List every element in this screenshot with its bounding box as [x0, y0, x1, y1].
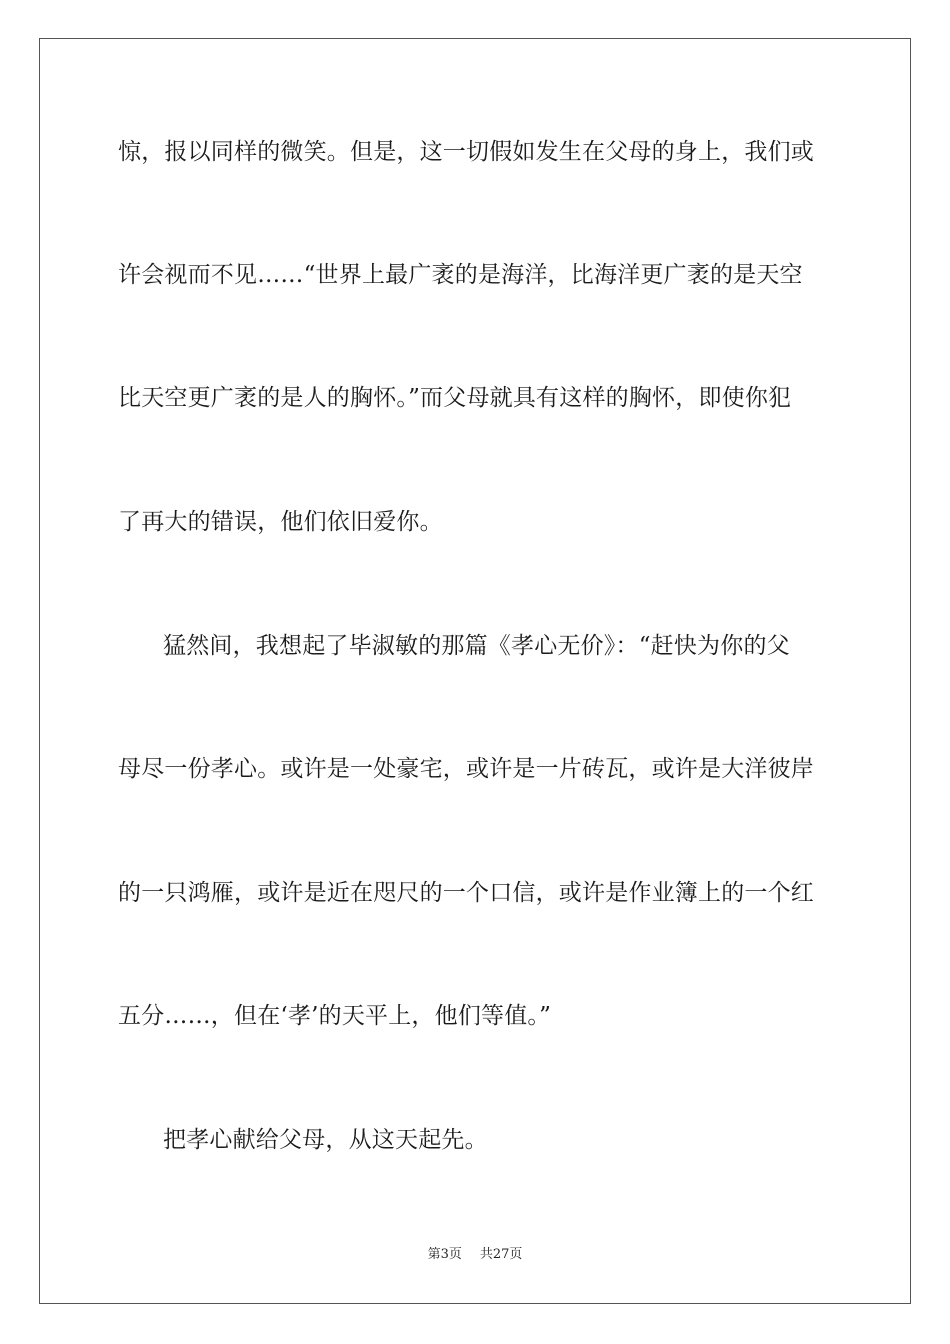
paragraph-start-line: 猛然间，我想起了毕淑敏的那篇《孝心无价》：“赶快为你的父	[163, 633, 790, 659]
page-number: 第3页	[427, 1247, 462, 1262]
body-text-line: 五分……，但在‘孝’的天平上，他们等值。”	[118, 1003, 552, 1029]
body-text-line: 比天空更广袤的是人的胸怀。”而父母就具有这样的胸怀，即使你犯	[118, 385, 792, 411]
paragraph-start-line: 把孝心献给父母，从这天起先。	[163, 1127, 488, 1153]
body-text-line: 母尽一份孝心。或许是一处豪宅，或许是一片砖瓦，或许是大洋彼岸	[118, 756, 814, 782]
body-text-line: 惊，报以同样的微笑。但是，这一切假如发生在父母的身上，我们或	[118, 139, 814, 165]
body-text-line: 了再大的错误，他们依旧爱你。	[118, 509, 443, 535]
total-pages: 共27页	[479, 1247, 523, 1262]
page-border	[39, 38, 911, 1304]
body-text-line: 许会视而不见……“世界上最广袤的是海洋，比海洋更广袤的是天空	[118, 262, 803, 288]
page-footer	[0, 1247, 950, 1263]
body-text-line: 的一只鸿雁，或许是近在咫尺的一个口信，或许是作业簿上的一个红	[118, 880, 814, 906]
